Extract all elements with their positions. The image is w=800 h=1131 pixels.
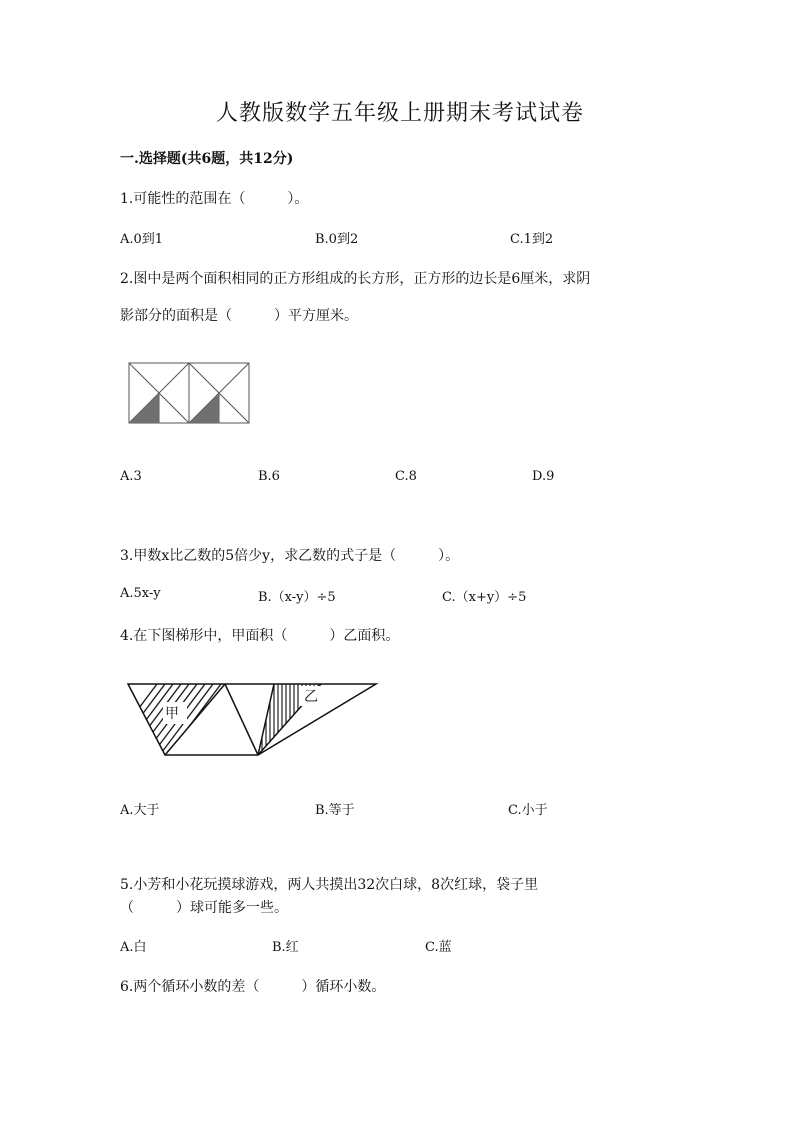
question-6-stem: 6.两个循环小数的差（ ）循环小数。 bbox=[120, 979, 386, 995]
q2-option-b[interactable]: B.6 bbox=[258, 469, 280, 484]
q3-option-b[interactable]: B.（x-y）÷5 bbox=[258, 590, 336, 605]
q2-rectangle-figure bbox=[128, 362, 252, 426]
label-yi: 乙 bbox=[304, 689, 318, 705]
page-title: 人教版数学五年级上册期末考试试卷 bbox=[215, 101, 584, 126]
q2-option-d[interactable]: D.9 bbox=[532, 469, 555, 484]
question-2-stem-line2: 影部分的面积是（ ）平方厘米。 bbox=[120, 308, 358, 324]
section-heading: 一.选择题(共6题，共12分) bbox=[120, 151, 294, 167]
question-2-stem-line1: 2.图中是两个面积相同的正方形组成的长方形，正方形的边长是6厘米，求阴 bbox=[120, 271, 591, 287]
q5-option-b[interactable]: B.红 bbox=[272, 940, 299, 955]
q3-option-c[interactable]: C.（x+y）÷5 bbox=[442, 590, 527, 605]
q2-option-c[interactable]: C.8 bbox=[395, 469, 417, 484]
question-5-stem-line2: （ ）球可能多一些。 bbox=[120, 900, 288, 916]
question-4-stem: 4.在下图梯形中，甲面积（ ）乙面积。 bbox=[120, 628, 400, 644]
q1-option-c[interactable]: C.1到2 bbox=[510, 232, 554, 247]
q4-option-a[interactable]: A.大于 bbox=[120, 803, 160, 818]
label-jia: 甲 bbox=[165, 706, 179, 722]
question-3-stem: 3.甲数x比乙数的5倍少y，求乙数的式子是（ ）。 bbox=[120, 548, 460, 564]
q1-option-b[interactable]: B.0到2 bbox=[315, 232, 359, 247]
shaded-triangle-left bbox=[129, 393, 159, 423]
q4-option-b[interactable]: B.等于 bbox=[315, 803, 355, 818]
q5-option-a[interactable]: A.白 bbox=[120, 940, 147, 955]
q4-trapezoid-figure bbox=[126, 682, 378, 758]
q2-option-a[interactable]: A.3 bbox=[120, 469, 142, 484]
q1-option-a[interactable]: A.0到1 bbox=[120, 232, 164, 247]
q5-option-c[interactable]: C.蓝 bbox=[425, 940, 452, 955]
q4-option-c[interactable]: C.小于 bbox=[508, 803, 548, 818]
q3-option-a[interactable]: A.5x-y bbox=[120, 586, 161, 601]
shaded-triangle-right bbox=[189, 393, 219, 423]
question-5-stem-line1: 5.小芳和小花玩摸球游戏，两人共摸出32次白球，8次红球，袋子里 bbox=[120, 877, 539, 893]
question-1-stem: 1.可能性的范围在（ ）。 bbox=[120, 191, 309, 207]
